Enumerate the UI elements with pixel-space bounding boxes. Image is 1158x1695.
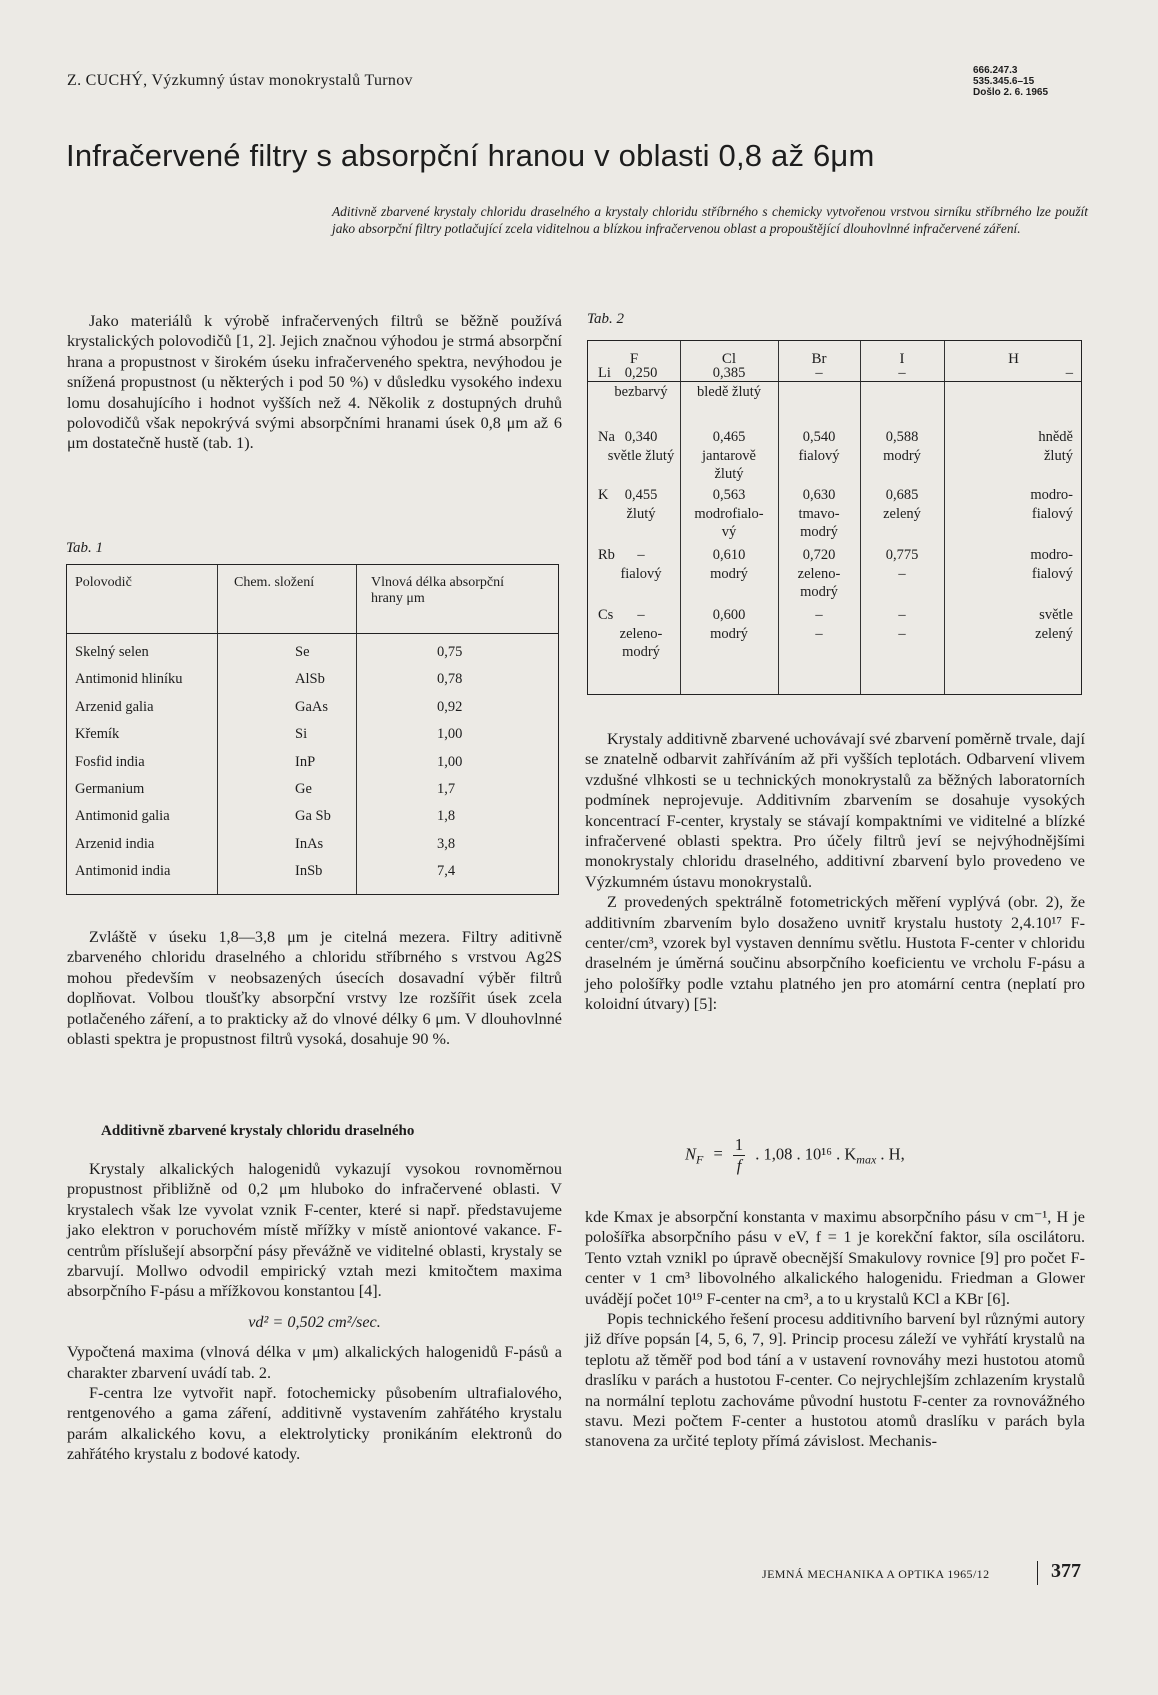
table1-cell-value: 1,00 [437, 726, 463, 743]
table1-cell-value: 1,00 [437, 753, 463, 770]
right-paragraph-4: Popis technického řešení procesu additivního barvení byl různými autory již dříve popsán [4, 5, 6, 7, 9]. Princip procesu záleží ve vyhřátí krystalů na teplotu až těměř pod bod tání a v ustavení rovnováhy mezi hustotou atomů draslíku v parách a hustotou F-center. Co nejrychlejším zchlazením krystalů na normální teplotu zachováme původní hustotu F-center za rovnovážného stavu. Mezi počtem F-center a hustotou atomů draslíku v parách byla stanovena za určité teploty přímá závislost. Mechanis- [585, 1310, 1085, 1451]
table2-cell-line: 0,775 [885, 547, 919, 563]
table2-cell-line: fialový [620, 565, 662, 582]
table2-cell [778, 486, 860, 542]
kcl-section [67, 1159, 562, 1465]
classification-meta [973, 65, 1048, 98]
table2-cell-line: – [815, 625, 823, 642]
table2-cell-line: modrý [710, 565, 748, 582]
table2-cell-line: modrý [710, 625, 748, 642]
table2-cell-line: fialový [798, 447, 840, 464]
table1-cell-formula: InAs [295, 835, 324, 852]
table2-header-br: Br [811, 351, 827, 367]
table2-cell [602, 486, 680, 523]
table1-cell-formula: InP [295, 753, 316, 770]
table2-cell-line: bledě žlutý [696, 383, 762, 400]
table2-cell-line: 0,685 [885, 487, 919, 503]
table1-header-wavelength: Vlnová délka absorpční hrany μm [371, 575, 504, 606]
page-number: 377 [1051, 1560, 1081, 1582]
table2-cell-line: fialový [1031, 505, 1073, 522]
udc-code-1: 666.247.3 [973, 65, 1018, 76]
table1-cell-value: 7,4 [437, 863, 456, 880]
table1-cell-name: Skelný selen [75, 644, 149, 660]
section-heading: Additivně zbarvené krystaly chloridu draselného [101, 1123, 415, 1139]
table1-cell-formula: Ge [295, 781, 312, 797]
table2-cell-line: jantarově [702, 447, 756, 464]
table1-cell-name: Fosfid india [75, 753, 145, 770]
table2-cell-line: zelený [883, 505, 921, 522]
table1-header-semiconductor: Polovodič [75, 575, 132, 590]
table2-header-i: I [899, 351, 905, 367]
table2-cell [944, 364, 1073, 383]
table1-caption: Tab. 1 [66, 540, 103, 556]
table2-cell [602, 428, 680, 465]
table1-cell-name: Germanium [75, 781, 145, 797]
table2-cell [860, 606, 944, 643]
table2-cell-line: 0,563 [712, 487, 746, 503]
table1-header-rule [67, 633, 558, 634]
table2-cell-line: hnědě [1038, 429, 1073, 445]
table2-cell [602, 606, 680, 662]
table1-cell-value: 1,8 [437, 808, 456, 825]
table2-cell-line: žlutý [626, 505, 656, 522]
table2-cell-line: vý [721, 524, 737, 540]
table2-cell-line: modrý [800, 584, 838, 600]
table2-cell [680, 546, 778, 583]
table2-cell [944, 428, 1073, 465]
formula-lhs-sub: F [696, 1152, 704, 1167]
right-column-text [585, 729, 1085, 1015]
mollwo-formula: vd² = 0,502 cm²/sec. [248, 1312, 381, 1331]
table2-row-label: Li [598, 365, 611, 381]
table2-row-label: Cs [598, 607, 614, 623]
article-title: Infračervené filtry s absorpční hranou v oblasti 0,8 až 6μm [66, 138, 875, 173]
table2-cell-line: fialový [1031, 565, 1073, 582]
table2-cell-line: bezbarvý [614, 383, 668, 400]
intro-paragraph [67, 311, 562, 454]
table1-cell-formula: Se [295, 644, 310, 660]
table2-cell-line: 0,630 [802, 487, 836, 503]
table1-divider [356, 565, 357, 894]
intro-text: Jako materiálů k výrobě infračervených filtrů se běžně používá krystalických polovodičů [1, 2]. Jejich značnou výhodou je strmá absorpční hrana a propustnost v širokém úseku infračerveného spektra, nevýhodou je snížená propustnost (u některých i pod 50 %) v důsledku vysokého indexu lomu dosahujícího i hodnot vyšších než 4. Několik z dostupných druhů polovodičů však nepokrývá svými absorpčními hranami úsek 0,8 μm až 6 μm dostatečně hustě (tab. 1). [67, 312, 562, 453]
table2-cell [944, 546, 1073, 583]
kcl-paragraph-2: Vypočtená maxima (vlnová délka v μm) alkalických halogenidů F-pásů a charakter zbarvení uvádí tab. 2. [67, 1343, 562, 1382]
table2-cell-line: – [898, 365, 906, 381]
table2-cell [680, 428, 778, 484]
table1-cell-formula: GaAs [295, 698, 329, 715]
table2-cell [680, 364, 778, 401]
table2-header-cl: Cl [721, 351, 737, 367]
table2-cell-line: modro- [1030, 487, 1073, 503]
table1-cell-name: Antimonid india [75, 863, 171, 880]
formula-rest-sub: max [856, 1152, 877, 1167]
table2-cell [778, 606, 860, 643]
gap-text: Zvláště v úseku 1,8—3,8 μm je citelná mezera. Filtry aditivně zbarveného chloridu draselného a chloridu stříbrného s vrstvou Ag2S mohou především v neobsazených úsecích dosavadní výběr filtrů doplňovat. Volbou tloušťky absorpční vrstvy lze rozšířit úsek zcela potlačeného záření, a to prakticky až do vlnové délky 6 μm. V dlouhovlnné oblasti spektra je propustnost filtrů vysoká, dosahuje 90 %. [67, 928, 562, 1049]
table1-cell-name: Arzenid india [75, 835, 155, 852]
table2-cell-line: 0,600 [712, 607, 746, 623]
table1-cell-name: Antimonid hliníku [75, 671, 183, 688]
table2-cell-line: 0,588 [885, 429, 919, 445]
journal-footer: JEMNÁ MECHANIKA A OPTIKA 1965/12 [762, 1567, 990, 1581]
table2-cell-line: 0,455 [624, 487, 658, 503]
table2-row-label: Na [598, 429, 615, 445]
table1-cell-value: 0,75 [437, 644, 463, 660]
formula-numerator: 1 [734, 1135, 744, 1154]
table1-cell-name: Arzenid galia [75, 698, 154, 715]
table2-cell-line: 0,465 [712, 429, 746, 445]
formula-denominator: f [736, 1156, 742, 1175]
table2-cell [778, 364, 860, 383]
table2-cell [778, 546, 860, 602]
table1-cell-formula: InSb [295, 863, 323, 880]
table2-cell-line: – [815, 365, 823, 381]
table2-cell-line: – [898, 565, 906, 582]
kcl-paragraph-1: Krystaly alkalických halogenidů vykazují vysokou rovnoměrnou propustnost přibližně od 0,2 μm hluboko do infračervené oblasti. V krystalech však lze vyvolat vznik F-center, které si např. představujeme jako elektron v poruchovém místě mřížky v místě aniontové vakance. F-centrům příslušejí absorpční pásy převážně ve viditelné oblasti, krystaly se zbarvují. Mollwo odvodil empirický vztah mezi kmitočtem maxima absorpčního F-pásu a mřížkovou konstantou [4]. [67, 1160, 562, 1301]
table2-cell-line: modrý [622, 644, 660, 660]
footer-separator [1037, 1561, 1038, 1585]
table2-cell [860, 486, 944, 523]
table2-cell-line: zeleno- [797, 565, 841, 582]
table2-cell-line: – [1065, 365, 1073, 381]
table2-cell-line: 0,385 [712, 365, 746, 381]
formula-equals: = [713, 1144, 723, 1164]
formula-tail: . H, [880, 1144, 905, 1164]
table1-cell-formula: AlSb [295, 671, 325, 688]
table1-cell-value: 0,78 [437, 671, 463, 688]
table2-cell-line: modro- [1030, 547, 1073, 563]
table2-cell [602, 546, 680, 583]
table2-row-label: Rb [598, 547, 615, 563]
table2-cell-line: – [637, 607, 645, 623]
table2-cell [778, 428, 860, 465]
table1-divider [217, 565, 218, 894]
table2-cell [680, 486, 778, 542]
table2-cell-line: žlutý [1044, 447, 1073, 464]
table1-cell-name: Antimonid galia [75, 808, 170, 825]
udc-code-2: 535.345.6–15 [973, 76, 1035, 87]
table2-cell [860, 428, 944, 465]
kcl-paragraph-3: F-centra lze vytvořit např. fotochemicky působením ultrafialového, rentgenového a gama záření, additivně vystavením zahřátého krystalu parám alkalického kovu, a elektrolyticky pronikáním elektronů do zahřátého krystalu z bodové katody. [67, 1384, 562, 1464]
table2-header-h: H [1008, 351, 1019, 367]
table2-cell-line: 0,540 [802, 429, 836, 445]
f-center-formula [685, 1135, 905, 1176]
table2-cell [944, 606, 1073, 643]
table2-caption: Tab. 2 [587, 311, 624, 327]
table2-cell-line: tmavo- [798, 505, 840, 522]
table2-cell-line: 0,250 [624, 365, 658, 381]
author-line: Z. CUCHÝ, Výzkumný ústav monokrystalů Turnov [67, 72, 413, 89]
right-column-text-2 [585, 1207, 1085, 1452]
received-date: Došlo 2. 6. 1965 [973, 87, 1049, 98]
table1-header-composition: Chem. složení [234, 575, 315, 590]
right-paragraph-1: Krystaly additivně zbarvené uchovávají své zbarvení poměrně trvale, dají se znatelně odbarvit zahříváním až při vyšších teplotách. Odbarvení vlivem vzdušné vlhkosti se u technických monokrystalů za běžných laboratorních podmínek neprojevuje. Additivním zbarvením se dosahuje vysokých koncentrací F-center, krystaly se stávají kompaktními ve viditelné a blízké infračervené oblasti spektra. Pro účely filtrů jeví se nejvýhodnějšími monokrystaly chloridu draselného, additivní zbarvení bylo provedeno ve Výzkumném ústavu monokrystalů. [585, 730, 1085, 891]
table2-cell-line: modrý [883, 447, 921, 464]
table2-cell [680, 606, 778, 643]
abstract: Aditivně zbarvené krystaly chloridu draselného a krystaly chloridu stříbrného s chemicky vytvořenou vrstvou sirníku stříbrného lze použít jako absorpční filtry potlačující zcela viditelnou a blízkou infračervenou oblast a propouštějící dlouhovlnné infračervené záření. [332, 204, 1088, 236]
table1 [66, 564, 559, 895]
table2-cell [860, 546, 944, 583]
paragraph-gap [67, 927, 562, 1049]
table1-cell-name: Křemík [75, 726, 120, 743]
table2-row-label: K [598, 487, 609, 503]
formula-lhs: N [685, 1144, 697, 1164]
right-paragraph-2: Z provedených spektrálně fotometrických měření vyplývá (obr. 2), že additivním zbarvením bylo dosaženo uvnitř krystalu hustoty 2,4.10¹⁷ F-center/cm³, vzorek byl vystaven dennímu světlu. Hustota F-center v chloridu draselném je úměrná součinu absorpčního koeficientu ve vrcholu F-pásu a jeho pološířky podle vztahu platného jen pro atomární centra (neplatí pro koloidní útvary) [5]: [585, 893, 1085, 1014]
table2-cell-line: modrofialo- [694, 505, 764, 522]
table1-cell-value: 3,8 [437, 835, 456, 852]
table1-cell-value: 0,92 [437, 698, 463, 715]
table2-cell-line: zeleno- [619, 625, 663, 642]
table2-cell-line: žlutý [714, 466, 744, 482]
table2-cell [602, 364, 680, 401]
table2-cell [860, 364, 944, 383]
table1-cell-formula: Si [295, 726, 308, 743]
table2-cell-line: – [637, 547, 645, 563]
table2-cell [944, 486, 1073, 523]
formula-rest: . 1,08 . 10¹⁶ . K [755, 1144, 857, 1164]
table2-cell-line: – [898, 625, 906, 642]
right-paragraph-3: kde Kmax je absorpční konstanta v maximu absorpčního pásu v cm⁻¹, H je pološířka absorpčního pásu v eV, f = 1 je korekční faktor, síla oscilátoru. Tento vztah vznikl po úpravě obecnější Smakulovy rovnice [9] pro počet F-center v 1 cm³ libovolného alkalického halogenidu. Friedman a Glower uvádějí počet 10¹⁹ F-center na cm³, a to u krystalů KCl a KBr [6]. [585, 1208, 1085, 1308]
table2-cell-line: modrý [800, 524, 838, 540]
table2-cell-line: 0,720 [802, 547, 836, 563]
table2-cell-line: světle žlutý [607, 447, 675, 464]
table1-cell-value: 1,7 [437, 781, 456, 797]
table2-cell-line: – [898, 607, 906, 623]
table2-cell-line: světle [1039, 607, 1073, 623]
table1-cell-formula: Ga Sb [295, 808, 331, 825]
table2-cell-line: 0,610 [712, 547, 746, 563]
table2 [587, 340, 1082, 695]
table2-header-f: F [629, 351, 639, 367]
table2-cell-line: zelený [1035, 625, 1073, 642]
table2-cell-line: – [815, 607, 823, 623]
table2-cell-line: 0,340 [624, 429, 658, 445]
formula-fraction [733, 1135, 745, 1176]
